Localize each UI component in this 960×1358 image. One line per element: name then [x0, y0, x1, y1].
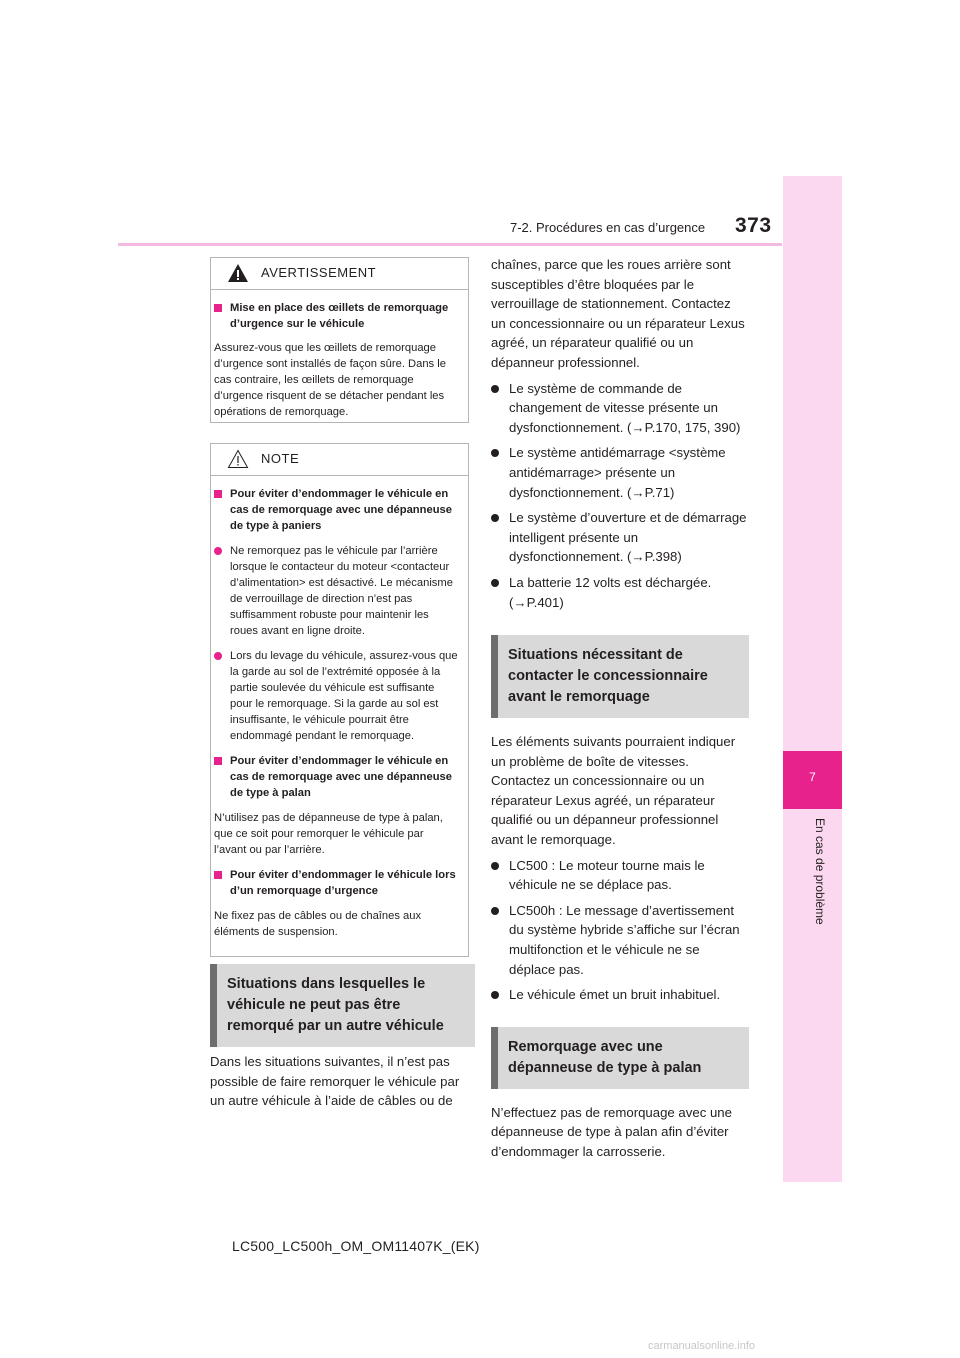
section-heading-not-towable: Situations dans lesquelles le véhicule ne peut pas être remorqué par un autre véhicule: [210, 964, 475, 1047]
note-text-2: N’utilisez pas de dépanneuse de type à palan, que ce soit pour remorquer le véhicule par l’avant ou par l’arrière.: [214, 812, 443, 856]
caution-triangle-icon: [227, 449, 249, 469]
warning-text: Assurez-vous que les œillets de remorquage d’urgence sont installés de façon sûre. Dans le cas contraire, les œillets de remorquage d’urgence risquent de se détacher pendant les opérations de remorquage.: [214, 342, 446, 418]
page-number: 373: [735, 214, 772, 237]
note-box: [210, 443, 469, 957]
note-bullet-2: Lors du levage du véhicule, assurez-vous que la garde au sol de l’extrémité opposée à la partie soulevée du véhicule est suffisante pour le remorquage. Si la garde au sol est insuffisante, le véhicule pourrait être endommagé pendant le remorquage.: [214, 648, 458, 744]
warning-heading: Mise en place des œillets de remorquage d’urgence sur le véhicule: [214, 300, 458, 332]
note-bullet-1: Ne remorquez pas le véhicule par l’arrière lorsque le contacteur du moteur <contacteur d’alimentation> est désactivé. Le mécanisme de verrouillage de direction n’est pas suffisamment robuste pour maintenir les roues avant en ligne droite.: [214, 543, 458, 639]
section-heading-wheel-lift: Remorquage avec une dépanneuse de type à palan: [491, 1027, 749, 1089]
chapter-title: En cas de problème: [813, 818, 827, 925]
chapter-number: 7: [809, 770, 816, 784]
note-text-3: Ne fixez pas de câbles ou de chaînes aux éléments de suspension.: [214, 910, 422, 938]
warning-box: [210, 257, 469, 423]
header-rule: [118, 243, 782, 246]
note-heading-1: Pour éviter d’endommager le véhicule en cas de remorquage avec une dépanneuse de type à paniers: [214, 486, 458, 534]
bullet-item: Le système de commande de changement de vitesse présente un dysfonctionnement. (→P.170, 175, 390): [491, 379, 749, 438]
chapter-side-tab: [783, 176, 842, 1182]
bullet-item: Le système d’ouverture et de démarrage intelligent présente un dysfonctionnement. (→P.398): [491, 508, 749, 567]
bullet-item: Le système antidémarrage <système antidémarrage> présente un dysfonctionnement. (→P.71): [491, 443, 749, 502]
section-text-wheel-lift: N’effectuez pas de remorquage avec une dépanneuse de type à palan afin d’éviter d’endommager la carrosserie.: [491, 1104, 732, 1159]
right-column: [491, 255, 749, 1162]
note-heading-3: Pour éviter d’endommager le véhicule lors d’un remorquage d’urgence: [214, 867, 458, 899]
note-box-title: NOTE: [261, 451, 300, 466]
document-code: LC500_LC500h_OM_OM11407K_(EK): [232, 1238, 480, 1254]
section-heading-contact-dealer: Situations nécessitant de contacter le concessionnaire avant le remorquage: [491, 635, 749, 718]
bullet-item: LC500h : Le message d’avertissement du système hybride s’affiche sur l’écran multifonction et le véhicule ne se déplace pas.: [491, 901, 749, 979]
continued-text: chaînes, parce que les roues arrière sont susceptibles d’être bloquées par le verrouillage de stationnement. Contactez un concessionnaire ou un réparateur Lexus agréé, un réparateur qualifié ou un dépanneur professionnel.: [491, 257, 745, 370]
section-title: 7-2. Procédures en cas d’urgence: [510, 220, 706, 235]
note-heading-2: Pour éviter d’endommager le véhicule en cas de remorquage avec une dépanneuse de type à palan: [214, 753, 458, 801]
warning-box-title: AVERTISSEMENT: [261, 265, 377, 280]
warning-box-header: [211, 258, 468, 290]
section-text-not-towable: Dans les situations suivantes, il n’est pas possible de faire remorquer le véhicule par un autre véhicule à l’aide de câbles ou de: [210, 1054, 460, 1109]
bullet-item: Le véhicule émet un bruit inhabituel.: [491, 985, 749, 1005]
warning-triangle-icon: [227, 263, 249, 283]
watermark: carmanualsonline.info: [648, 1340, 756, 1352]
bullet-item: La batterie 12 volts est déchargée. (→P.401): [491, 573, 749, 612]
note-box-header: [211, 444, 468, 476]
bullet-item: LC500 : Le moteur tourne mais le véhicule ne se déplace pas.: [491, 856, 749, 895]
section-text-contact-dealer: Les éléments suivants pourraient indiquer un problème de boîte de vitesses. Contactez un concessionnaire ou un réparateur Lexus agréé, un réparateur qualifié ou un dépanneur professionnel avant le remorquage.: [491, 734, 736, 848]
